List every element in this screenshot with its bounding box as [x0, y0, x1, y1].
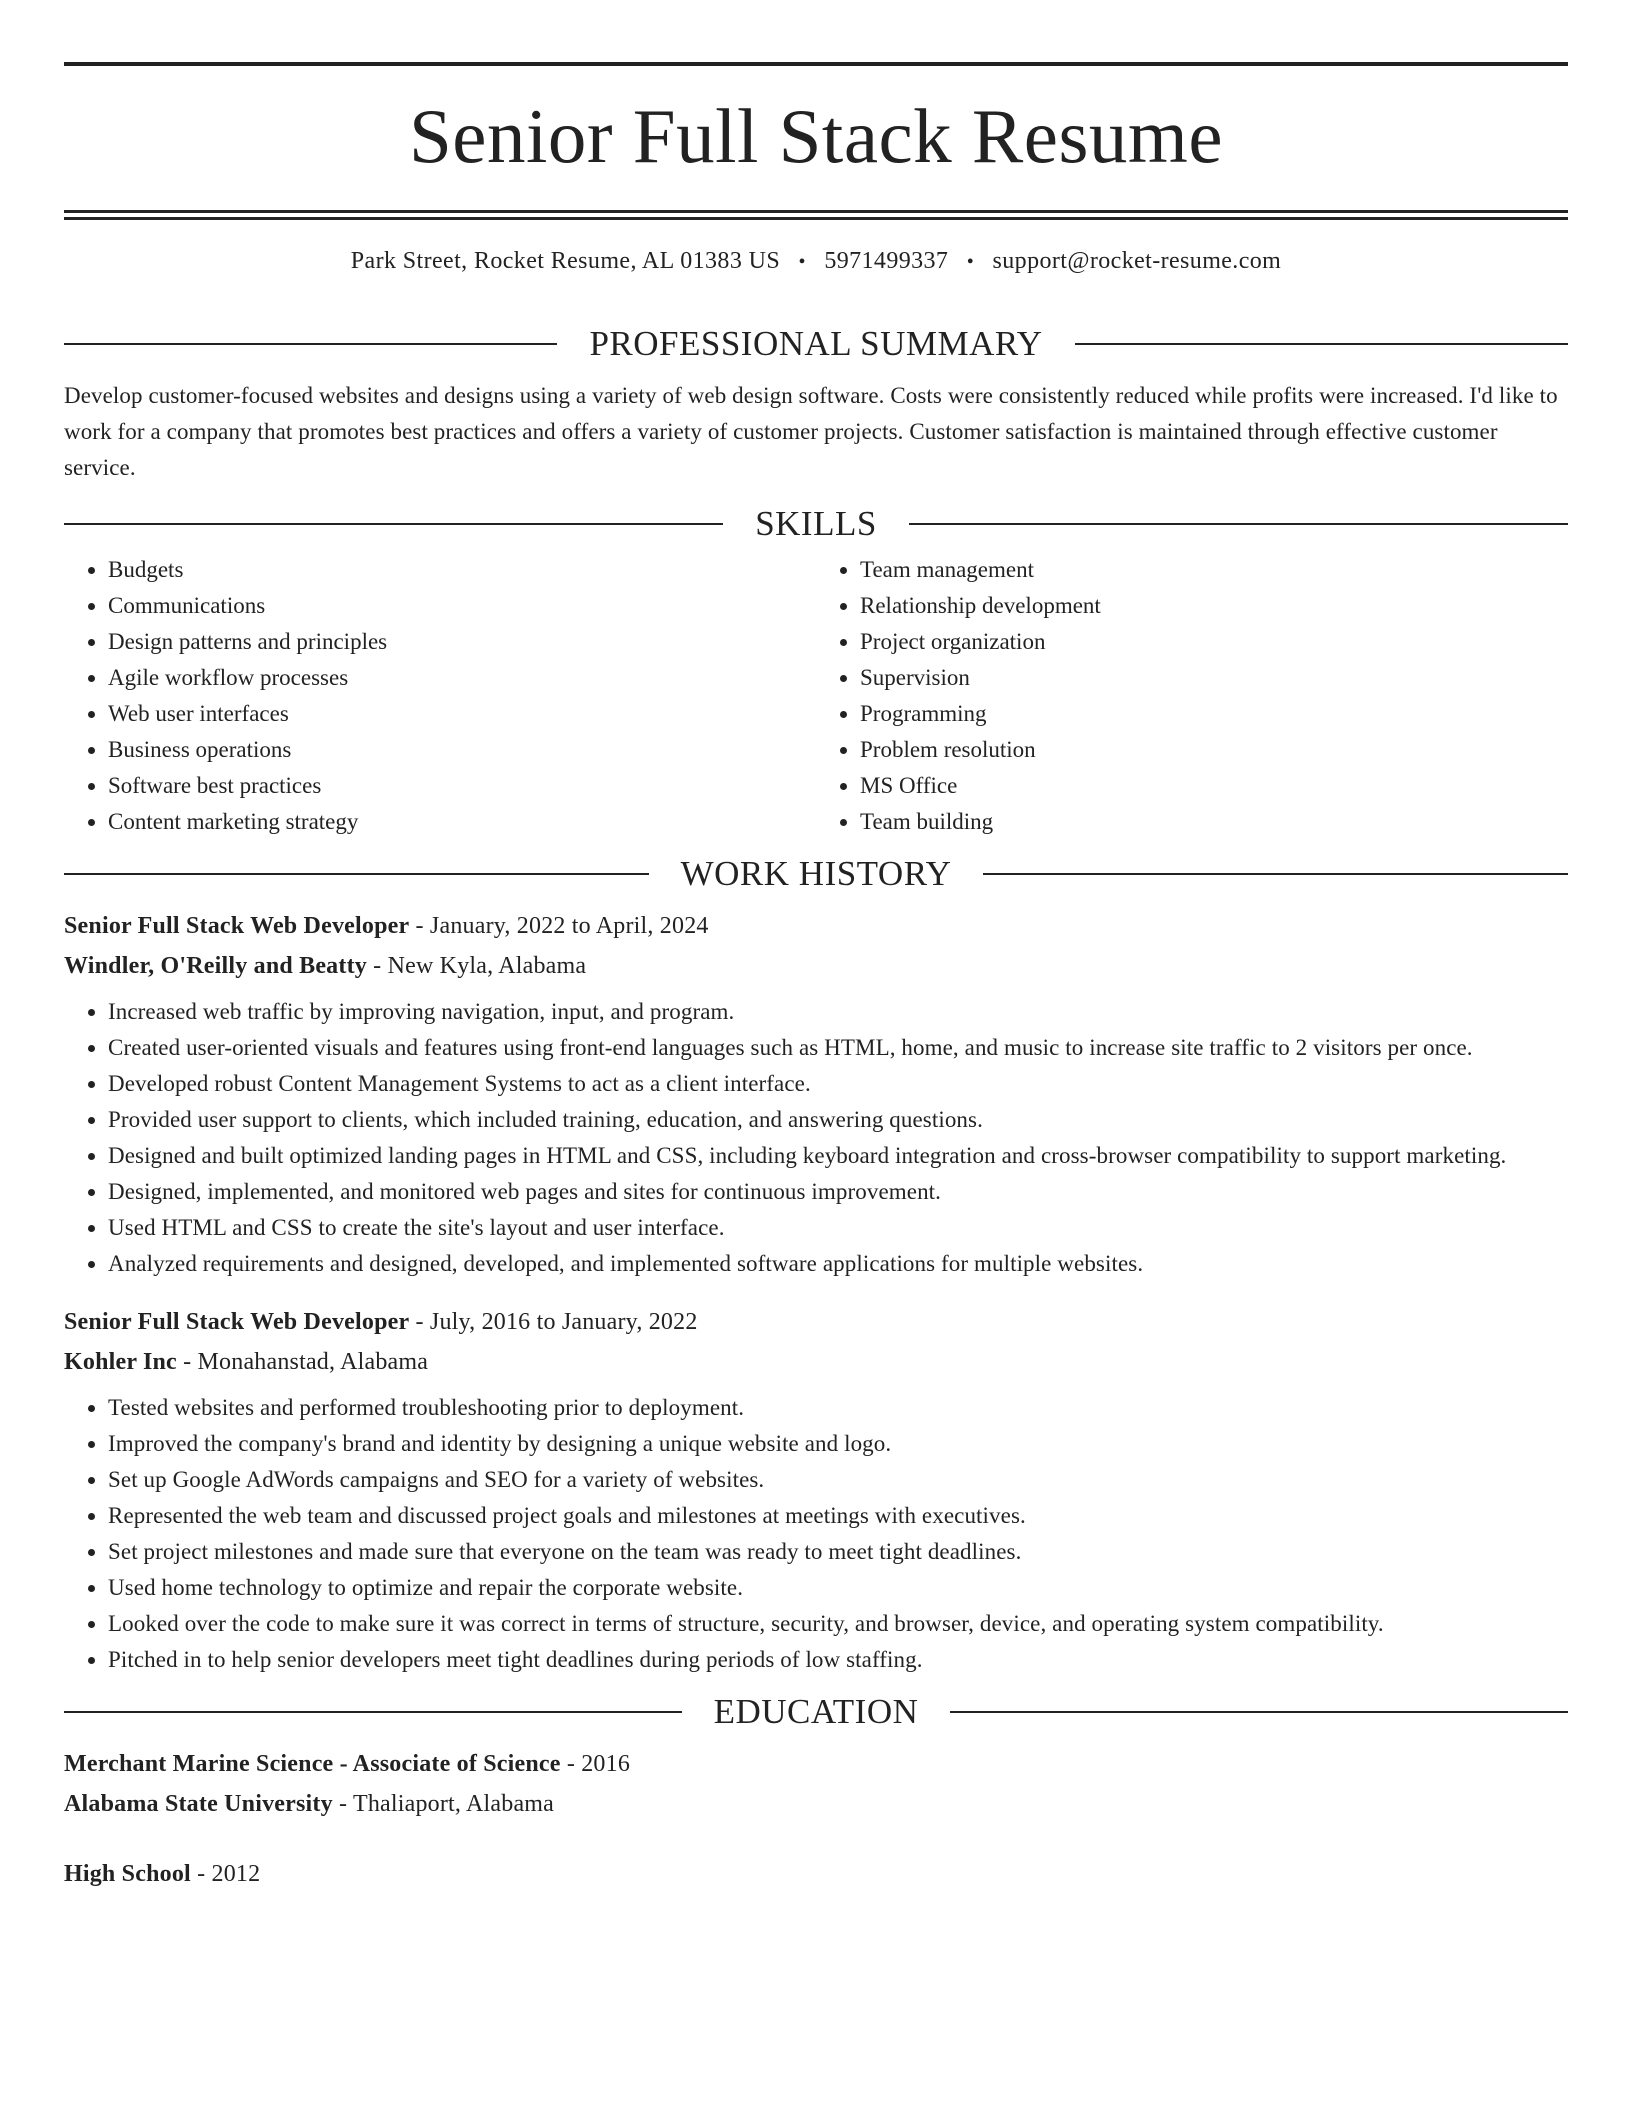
education-year: 2012 — [211, 1861, 261, 1887]
work-history-list — [64, 906, 1568, 1678]
job-bullet: • Analyzed requirements and designed, developed, and implemented software applications for multiple websites. — [108, 1246, 1568, 1282]
job-bullet: • Designed and built optimized landing pages in HTML and CSS, including keyboard integration and cross-browser compatibility to support marketing. — [108, 1138, 1568, 1174]
title-double-rule — [64, 210, 1568, 220]
contact-separator: • — [966, 251, 975, 273]
job-bullet: • Tested websites and performed troubleshooting prior to deployment. — [108, 1390, 1568, 1426]
section-title-education: EDUCATION — [713, 1692, 919, 1731]
skills-right-column — [816, 552, 1568, 840]
top-rule — [64, 62, 1568, 66]
job-dash: - — [409, 1309, 430, 1335]
skill-item: • Budgets — [108, 552, 816, 588]
skill-item: • Programming — [860, 696, 1568, 732]
job-dash: - — [176, 1349, 198, 1375]
education-entry — [64, 1744, 1568, 1824]
summary-text: Develop customer-focused websites and designs using a variety of web design software. Costs were consistently reduced while profits were increased. I'd like to work for a company that promotes best practices and offers a variety of customer projects. Customer satisfaction is maintained through effective customer service. — [64, 383, 1558, 480]
job-entry — [64, 906, 1568, 1282]
skill-item: • Design patterns and principles — [108, 624, 816, 660]
job-location: Monahanstad, Alabama — [197, 1349, 429, 1375]
job-bullet: • Increased web traffic by improving navigation, input, and program. — [108, 994, 1568, 1030]
contact-separator: • — [798, 251, 806, 273]
skill-item: • Problem resolution — [860, 732, 1568, 768]
skill-item: • Agile workflow processes — [108, 660, 816, 696]
contact-email: support@rocket-resume.com — [992, 248, 1282, 274]
education-entry — [64, 1854, 1568, 1894]
job-title: Senior Full Stack Web Developer — [64, 913, 410, 939]
section-header-skills — [64, 504, 1568, 544]
skill-item: • Software best practices — [108, 768, 816, 804]
education-dash: - — [190, 1861, 212, 1887]
resume-title: Senior Full Stack Resume — [408, 93, 1224, 179]
section-title-skills: SKILLS — [755, 504, 877, 543]
contact-phone: 5971499337 — [824, 248, 949, 274]
education-year: 2016 — [581, 1751, 631, 1777]
skill-item: • Supervision — [860, 660, 1568, 696]
job-dash: - — [366, 953, 388, 979]
job-bullet: • Used home technology to optimize and repair the corporate website. — [108, 1570, 1568, 1606]
skill-item: • Web user interfaces — [108, 696, 816, 732]
section-header-summary — [64, 324, 1568, 364]
skill-item: • Project organization — [860, 624, 1568, 660]
skills-list — [64, 552, 1568, 840]
contact-address: Park Street, Rocket Resume, AL 01383 US — [350, 248, 781, 274]
job-title-line — [64, 906, 1568, 946]
skills-left-column — [64, 552, 816, 840]
job-bullet: • Provided user support to clients, which included training, education, and answering questions. — [108, 1102, 1568, 1138]
job-bullet: • Represented the web team and discussed project goals and milestones at meetings with executives. — [108, 1498, 1568, 1534]
education-degree-line — [64, 1744, 1568, 1784]
job-bullet: • Pitched in to help senior developers meet tight deadlines during periods of low staffing. — [108, 1642, 1568, 1678]
job-bullet: • Created user-oriented visuals and features using front-end languages such as HTML, home, and music to increase site traffic to 2 visitors per once. — [108, 1030, 1568, 1066]
section-title-work: WORK HISTORY — [680, 854, 952, 893]
job-title: Senior Full Stack Web Developer — [64, 1309, 410, 1335]
education-location: Thaliaport, Alabama — [352, 1791, 555, 1817]
education-degree: High School — [64, 1861, 191, 1887]
job-bullet: • Used HTML and CSS to create the site's layout and user interface. — [108, 1210, 1568, 1246]
skill-item: • Team management — [860, 552, 1568, 588]
job-bullet: • Looked over the code to make sure it was correct in terms of structure, security, and browser, device, and operating system compatibility. — [108, 1606, 1568, 1642]
job-bullet: • Set up Google AdWords campaigns and SEO for a variety of websites. — [108, 1462, 1568, 1498]
section-header-work — [64, 854, 1568, 894]
skill-item: • Content marketing strategy — [108, 804, 816, 840]
job-bullet: • Designed, implemented, and monitored web pages and sites for continuous improvement. — [108, 1174, 1568, 1210]
skill-item: • Business operations — [108, 732, 816, 768]
education-degree-line — [64, 1854, 1568, 1894]
section-title-summary: PROFESSIONAL SUMMARY — [589, 324, 1043, 363]
education-dash: - — [560, 1751, 582, 1777]
job-dates: July, 2016 to January, 2022 — [429, 1309, 698, 1335]
job-company-line — [64, 1342, 1568, 1382]
job-title-line — [64, 1302, 1568, 1342]
job-entry — [64, 1302, 1568, 1678]
job-bullet: • Set project milestones and made sure that everyone on the team was ready to meet tight deadlines. — [108, 1534, 1568, 1570]
resume-page — [64, 0, 1568, 1894]
education-school-line — [64, 1784, 1568, 1824]
job-bullets — [64, 1390, 1568, 1678]
skill-item: • Relationship development — [860, 588, 1568, 624]
job-bullet: • Developed robust Content Management Systems to act as a client interface. — [108, 1066, 1568, 1102]
skill-item: • Team building — [860, 804, 1568, 840]
job-company: Windler, O'Reilly and Beatty — [64, 953, 367, 979]
contact-line — [64, 248, 1568, 280]
education-list — [64, 1744, 1568, 1894]
section-header-education — [64, 1692, 1568, 1732]
job-company: Kohler Inc — [64, 1349, 177, 1375]
job-bullets — [64, 994, 1568, 1282]
job-dates: January, 2022 to April, 2024 — [429, 913, 709, 939]
job-location: New Kyla, Alabama — [387, 953, 587, 979]
skill-item: • Communications — [108, 588, 816, 624]
education-school: Alabama State University — [64, 1791, 333, 1817]
education-degree: Merchant Marine Science - Associate of Science — [64, 1751, 561, 1777]
job-company-line — [64, 946, 1568, 986]
skill-item: • MS Office — [860, 768, 1568, 804]
job-dash: - — [409, 913, 430, 939]
education-dash: - — [332, 1791, 353, 1817]
job-bullet: • Improved the company's brand and identity by designing a unique website and logo. — [108, 1426, 1568, 1462]
